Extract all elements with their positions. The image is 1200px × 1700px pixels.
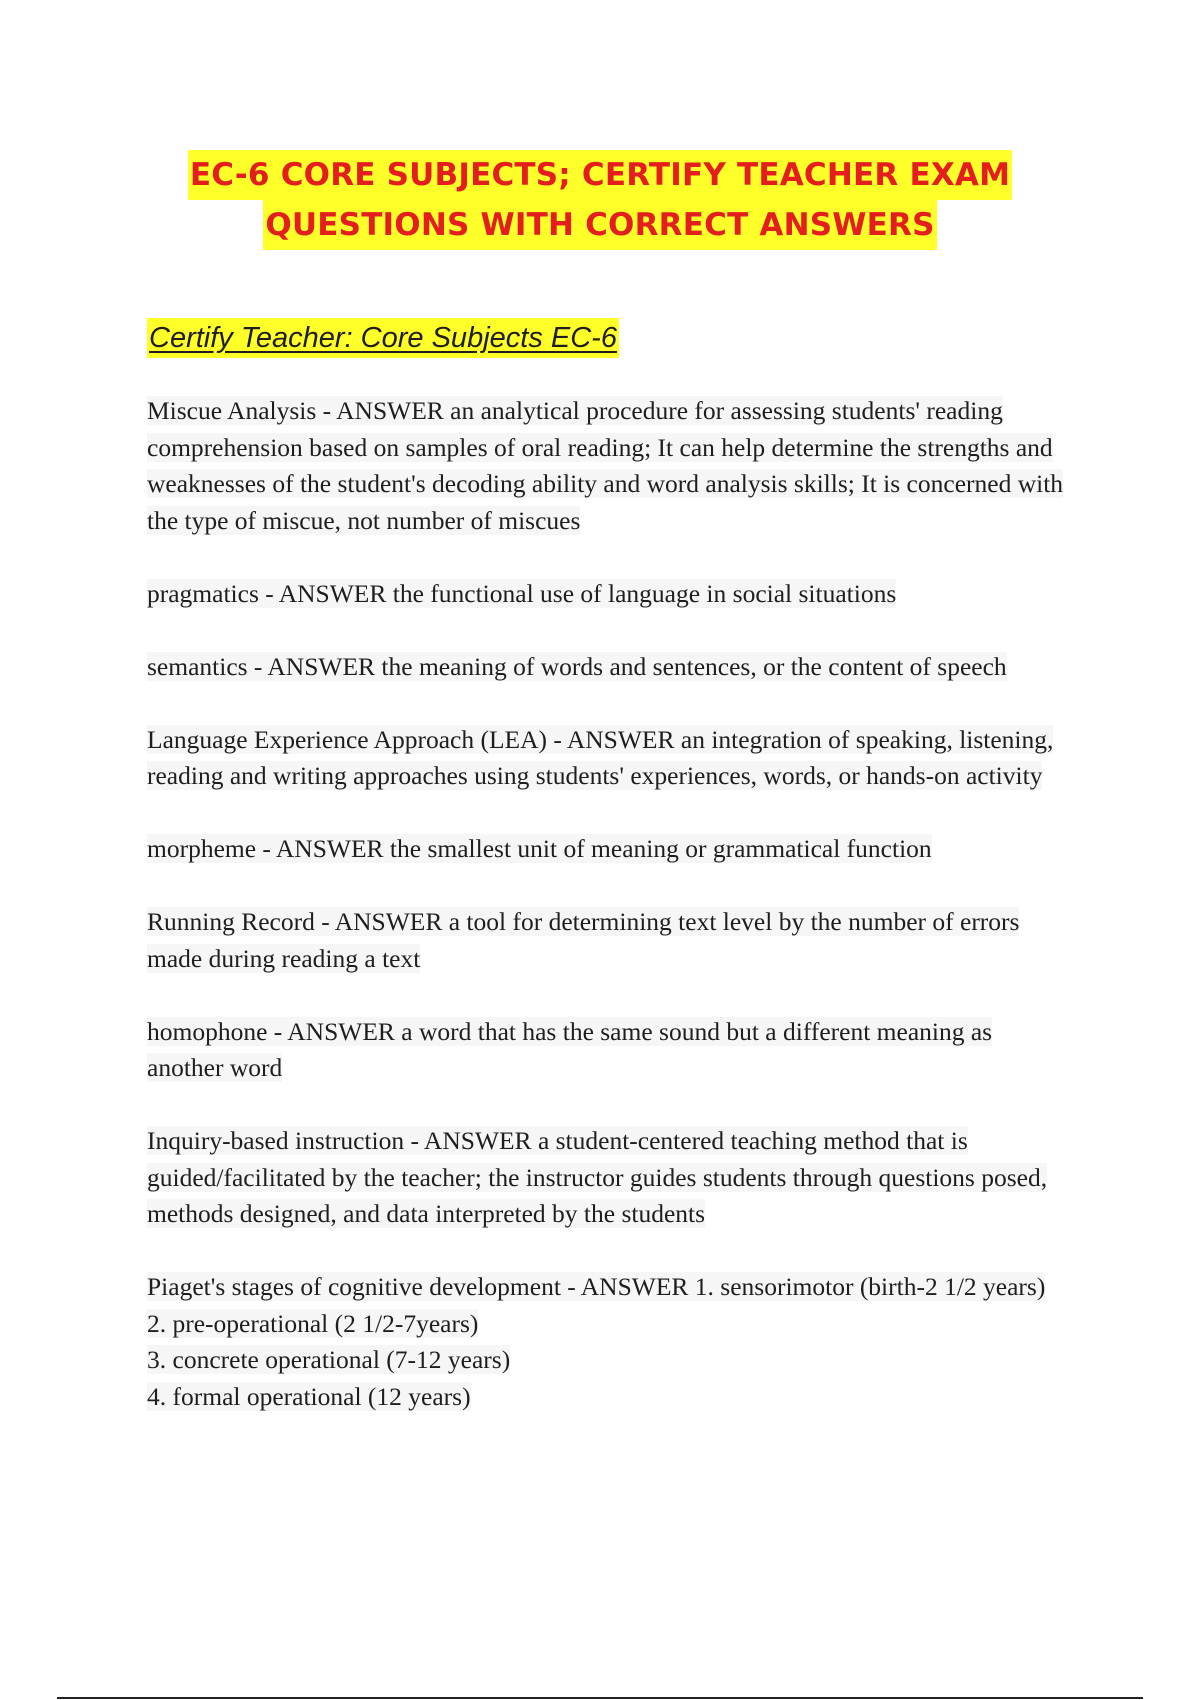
qa-item-homophone xyxy=(147,1014,1072,1087)
document-title xyxy=(0,150,1200,250)
qa-item-inquiry-based-instruction xyxy=(147,1123,1072,1233)
qa-text: Running Record - ANSWER a tool for determining text level by the number of errors made during reading a text xyxy=(147,907,1020,973)
qa-text: Inquiry-based instruction - ANSWER a student-centered teaching method that is guided/facilitated by the teacher; the instructor guides students through questions posed, methods designed, and data interpreted by the students xyxy=(147,1126,1048,1228)
qa-item-miscue-analysis xyxy=(147,393,1072,539)
qa-text: Miscue Analysis - ANSWER an analytical procedure for assessing students' reading comprehension based on samples of oral reading; It can help determine the strengths and weaknesses of the student's decoding ability and word analysis skills; It is concerned with the type of miscue, not number of miscues xyxy=(147,396,1064,535)
qa-item-piaget-stages xyxy=(147,1269,1072,1415)
qa-text: Piaget's stages of cognitive development - ANSWER 1. sensorimotor (birth-2 1/2 years) 2. pre-operational (2 1/2-7years) 3. concrete operational (7-12 years) 4. formal operational (12 years) xyxy=(147,1272,1046,1411)
qa-item-semantics xyxy=(147,649,1072,686)
qa-list xyxy=(147,393,1072,1452)
qa-text: homophone - ANSWER a word that has the same sound but a different meaning as another word xyxy=(147,1016,993,1082)
qa-item-lea xyxy=(147,722,1072,795)
footer-divider xyxy=(57,1697,1143,1699)
qa-text: Language Experience Approach (LEA) - ANSWER an integration of speaking, listening, reading and writing approaches using students' experiences, words, or hands-on activity xyxy=(147,724,1054,790)
title-line-2: QUESTIONS WITH CORRECT ANSWERS xyxy=(263,200,936,250)
section-subtitle: Certify Teacher: Core Subjects EC-6 xyxy=(147,318,619,358)
qa-item-running-record xyxy=(147,904,1072,977)
qa-text: morpheme - ANSWER the smallest unit of meaning or grammatical function xyxy=(147,834,932,863)
qa-item-morpheme xyxy=(147,831,1072,868)
qa-text: semantics - ANSWER the meaning of words and sentences, or the content of speech xyxy=(147,651,1007,681)
qa-text: pragmatics - ANSWER the functional use of language in social situations xyxy=(147,578,897,608)
qa-item-pragmatics xyxy=(147,576,1072,613)
title-line-1: EC-6 CORE SUBJECTS; CERTIFY TEACHER EXAM xyxy=(188,150,1012,200)
